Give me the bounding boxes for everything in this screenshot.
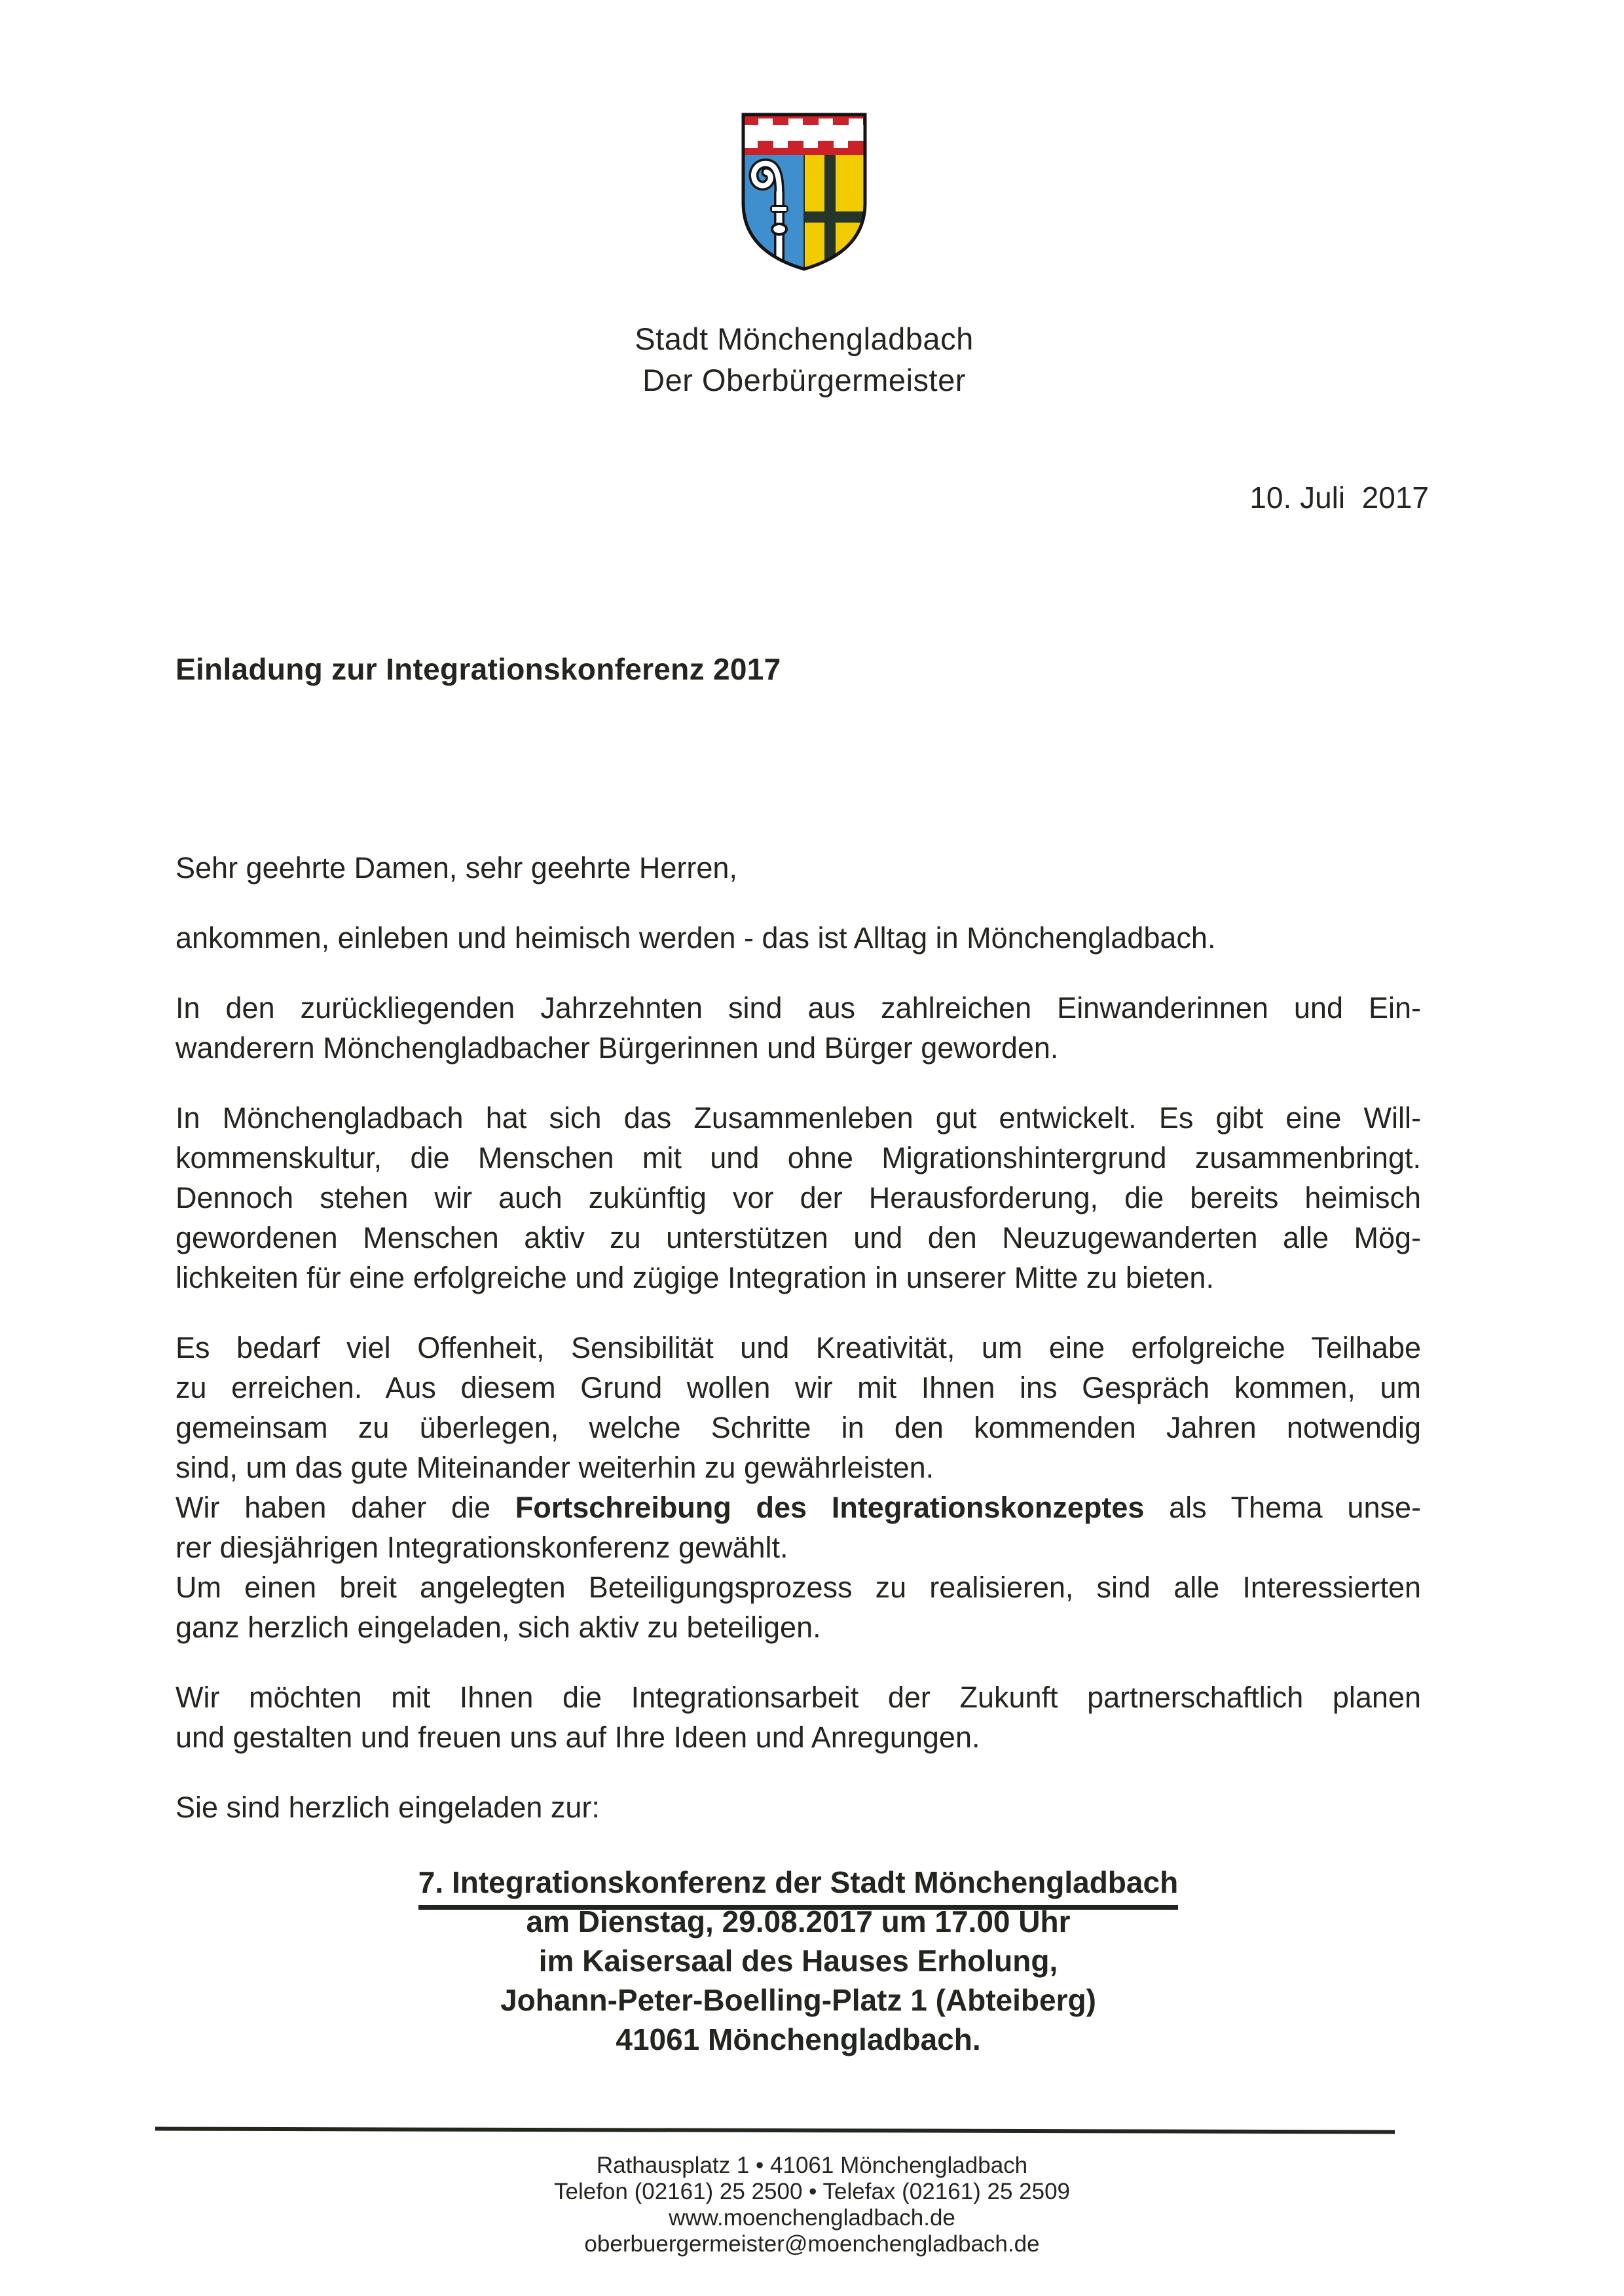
text-segment: Johann-Peter-Boelling-Platz 1 (Abteiberg) — [500, 1983, 1096, 2017]
body-paragraph — [175, 1328, 1421, 1647]
text-segment: www.moenchengladbach.de — [669, 2205, 955, 2231]
text-line — [175, 1677, 1421, 1717]
text-segment: sind, um das gute Miteinander weiterhin zu gewährleisten. — [175, 1451, 934, 1484]
text-line — [175, 2020, 1421, 2059]
letterhead — [378, 318, 1230, 401]
text-segment: Um einen breit angelegten Beteiligungsprozess zu realisieren, sind alle Interessierten — [175, 1571, 1421, 1604]
text-segment: Es bedarf viel Offenheit, Sensibilität und Kreativität, um eine erfolgreiche Teilhabe — [175, 1331, 1421, 1364]
body-paragraph — [175, 988, 1421, 1068]
text-line — [175, 1607, 1421, 1647]
text-segment: im Kaisersaal des Hauses Erholung, — [538, 1944, 1058, 1978]
footer-contact-block — [0, 2153, 1624, 2257]
text-line — [175, 1138, 1421, 1178]
text-line — [175, 1863, 1421, 1902]
text-segment: Sehr geehrte Damen, sehr geehrte Herren, — [175, 851, 737, 884]
text-segment: oberbuergermeister@moenchengladbach.de — [584, 2231, 1040, 2257]
text-segment: ganz herzlich eingeladen, sich aktiv zu beteiligen. — [175, 1611, 821, 1644]
text-line — [175, 1448, 1421, 1487]
text-line — [175, 1328, 1421, 1368]
event-details-block — [175, 1863, 1421, 2059]
text-segment: 7. Integrationskonferenz der Stadt Mönchengladbach — [418, 1865, 1179, 1899]
text-line — [175, 1218, 1421, 1258]
text-line — [175, 988, 1421, 1028]
text-line — [175, 1567, 1421, 1607]
footer-divider — [155, 2127, 1395, 2134]
text-line — [175, 1941, 1421, 1980]
text-line — [175, 1717, 1421, 1757]
text-line — [175, 918, 1421, 958]
text-line — [175, 1028, 1421, 1068]
text-segment: rer diesjährigen Integrationskonferenz gewählt. — [175, 1531, 788, 1564]
text-line — [175, 1487, 1421, 1527]
text-line — [0, 2205, 1624, 2231]
text-segment: gemeinsam zu überlegen, welche Schritte in den kommenden Jahren notwendig — [175, 1411, 1421, 1444]
text-segment: 41061 Mönchengladbach. — [616, 2022, 981, 2056]
text-line — [175, 1902, 1421, 1941]
embattled-fess — [743, 125, 865, 141]
text-segment: wanderern Mönchengladbacher Bürgerinnen und Bürger geworden. — [175, 1031, 1059, 1065]
org-role: Der Oberbürgermeister — [642, 363, 966, 397]
text-segment: und gestalten und freuen uns auf Ihre Ideen und Anregungen. — [175, 1721, 980, 1754]
text-line — [0, 2153, 1624, 2179]
text-line — [175, 848, 1421, 888]
text-segment: Wir haben daher die — [175, 1491, 515, 1524]
text-segment: gewordenen Menschen aktiv zu unterstützen und den Neuzugewanderten alle Mög- — [175, 1221, 1421, 1254]
text-segment: am Dienstag, 29.08.2017 um 17.00 Uhr — [526, 1904, 1071, 1939]
city-coat-of-arms-icon — [739, 110, 870, 274]
body-paragraph — [175, 918, 1421, 958]
org-name: Stadt Mönchengladbach — [635, 321, 974, 356]
text-segment: Wir möchten mit Ihnen die Integrationsarbeit der Zukunft partnerschaftlich planen — [175, 1681, 1421, 1714]
text-line — [175, 1178, 1421, 1218]
text-line — [175, 1527, 1421, 1567]
text-segment: als Thema unse- — [1144, 1491, 1421, 1524]
text-line — [175, 1980, 1421, 2020]
text-segment: Sie sind herzlich eingeladen zur: — [175, 1791, 600, 1824]
text-segment: In Mönchengladbach hat sich das Zusammenleben gut entwickelt. Es gibt eine Will- — [175, 1101, 1421, 1135]
text-segment: Telefon (02161) 25 2500 • Telefax (02161) 25 2509 — [553, 2179, 1071, 2204]
text-segment: Dennoch stehen wir auch zukünftig vor der Herausforderung, die bereits heimisch — [175, 1181, 1421, 1214]
text-segment: In den zurückliegenden Jahrzehnten sind aus zahlreichen Einwanderinnen und Ein- — [175, 991, 1421, 1025]
text-line — [175, 1408, 1421, 1448]
subject-line: Einladung zur Integrationskonferenz 2017 — [175, 652, 781, 686]
bold-text-segment: Fortschreibung des Integrationskonzeptes — [515, 1491, 1145, 1524]
text-line — [0, 2179, 1624, 2205]
invitation-lead-paragraph — [175, 1787, 1421, 1827]
text-line — [175, 1258, 1421, 1298]
text-line — [175, 1368, 1421, 1408]
body-paragraph — [175, 1098, 1421, 1298]
letter-date: 10. Juli 2017 — [1249, 481, 1429, 515]
text-segment: kommenskultur, die Menschen mit und ohne Migrationshintergrund zusammenbringt. — [175, 1141, 1421, 1175]
text-line — [175, 1098, 1421, 1138]
text-line — [175, 1787, 1421, 1827]
text-line — [0, 2231, 1624, 2257]
letter-body — [175, 848, 1421, 1857]
text-segment: ankommen, einleben und heimisch werden - das ist Alltag in Mönchengladbach. — [175, 921, 1216, 955]
text-segment: zu erreichen. Aus diesem Grund wollen wir mit Ihnen ins Gespräch kommen, um — [175, 1371, 1421, 1404]
text-segment: lichkeiten für eine erfolgreiche und zügige Integration in unserer Mitte zu bieten. — [175, 1261, 1214, 1294]
salutation-paragraph — [175, 848, 1421, 888]
body-paragraph — [175, 1677, 1421, 1757]
cross-horizontal — [804, 211, 865, 223]
text-segment: Rathausplatz 1 • 41061 Mönchengladbach — [596, 2153, 1028, 2178]
